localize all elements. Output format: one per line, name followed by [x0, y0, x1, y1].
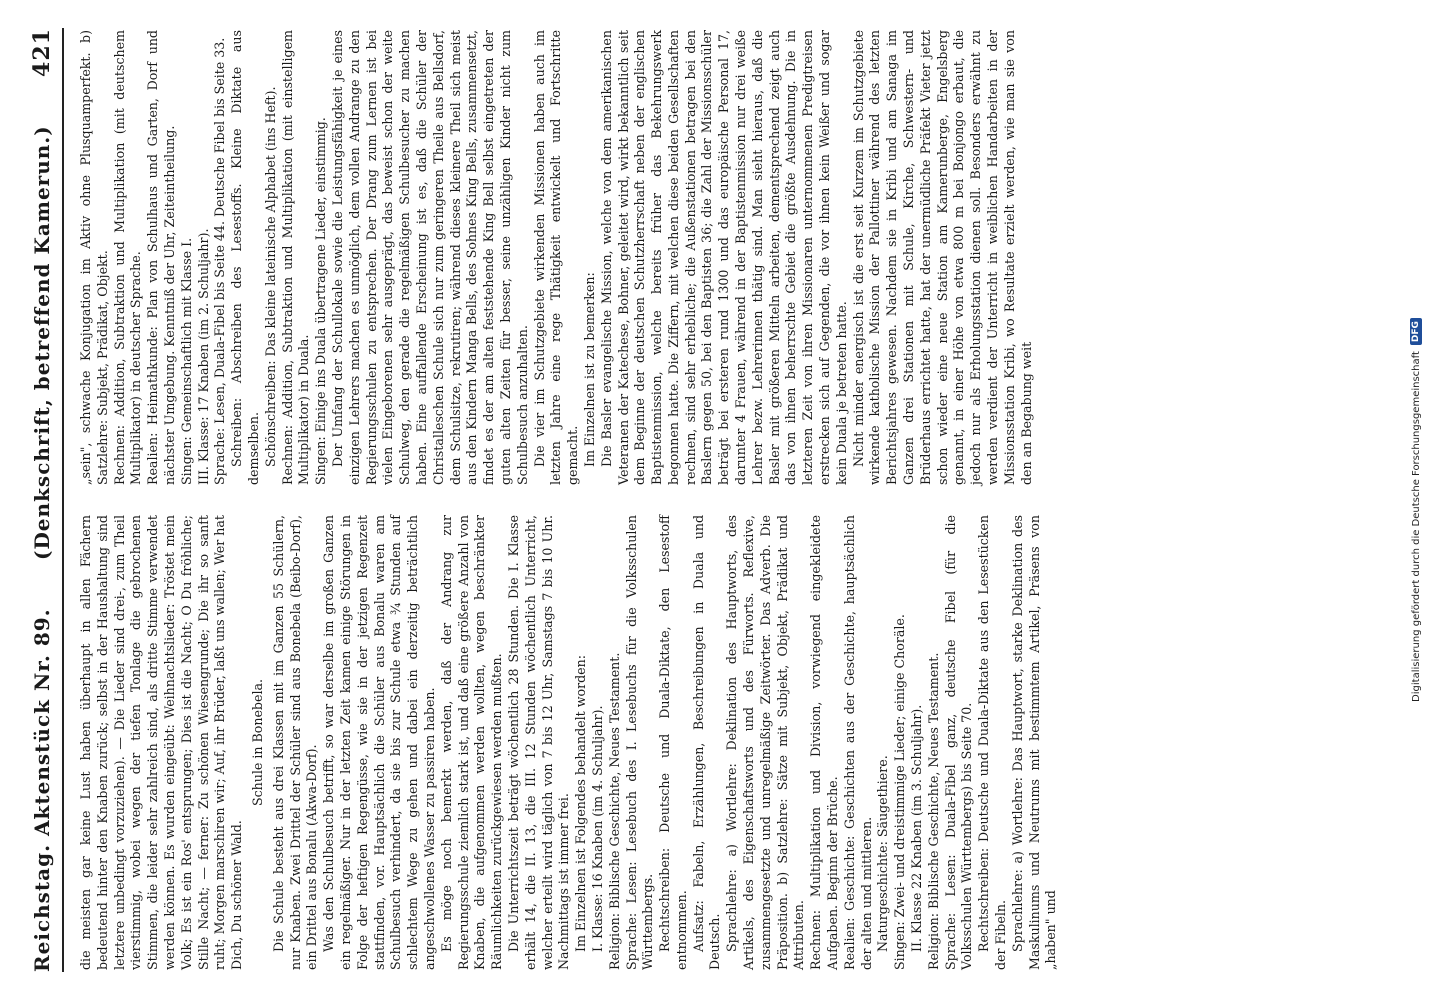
section-heading: Schule in Bonebela.	[249, 679, 265, 806]
paragraph: Die Basler evangelische Mission, welche von dem amerikanischen Veteranen der Katechese, Bohner, geleitet wird, wirkt bekanntlich seit dem Beginne der deutschen Schutzherrschaft neben der englischen Baptistenmission, welche bereits früher das Bekehrungswerk begonnen hatte. Die Ziffern, mit welchen diese beiden Gesellschaften rechnen, sind sehr erhebliche; die Außenstationen betragen bei den Baslern gegen 50, bei den Baptisten 36; die Zahl der Missionsschüler beträgt bei ersteren rund 1300 und das europäische Personal 17, darunter 4 Frauen, während in der Baptistenmission nur drei weiße Lehrer bezw. Lehrerinnen thätig sind. Man sieht hieraus, daß die Basler mit größeren Mitteln arbeiten, dementsprechend zeigt auch das von ihnen beherrschte Gebiet die größte Ausdehnung. Die in letzteren Zeit von ihren Missionaren unternommenen Predigtreisen erstrecken sich auf Gegenden, die vor ihnen kein Weißer und sogar kein Duala je betreten hatte.	[598, 30, 849, 485]
paragraph: Im Einzelnen ist Folgendes behandelt worden:	[573, 655, 589, 952]
paragraph: Im Einzelnen ist zu bemerken:	[581, 272, 597, 467]
paragraph: Die Schule besteht aus drei Klassen mit im Ganzen 55 Schülern, nur Knaben. Zwei Drittel der Schüler sind aus Bonebela (Beibo-Dorf), ein Drittel aus Bonalu (Akwa-Dorf).	[270, 515, 320, 970]
paragraph: Singen: Gemeinschaftlich mit Klasse I.	[178, 237, 194, 485]
paragraph: Sprachlehre: a) Wortlehre: Deklination des Hauptworts, des Artikels, des Eigenschaftsworts und des Fürworts. Reflexive, zusammengesetzte und unregelmäßige Zeitwörter. Das Adverb. Die Präposition. b) Satzlehre: Sätze mit Subjekt, Objekt, Prädikat und Attributen.	[724, 515, 807, 970]
paragraph: Rechnen: Multiplikation und Division, vorwiegend eingekleidete Aufgaben. Beginn der Brüche.	[808, 515, 841, 970]
right-column	[78, 30, 1035, 485]
paragraph: Religion: Biblische Geschichte, Neues Testament.	[606, 652, 622, 970]
paragraph: Nicht minder energisch ist die erst seit Kurzem im Schutzgebiete wirkende katholische Mission der Pallottiner während des letzten Berichtsjahres gewesen. Nachdem sie in Kribi und am Sanaga im Ganzen drei Stationen mit Schule, Kirche, Schwestern- und Brüderhaus errichtet hatte, hat der unermüdliche Präfekt Vieter jetzt schon wieder eine neue Station am Kamerunberge, Engelsberg genannt, in einer Höhe von etwa 800 m bei Bonjongo erbaut, die jedoch nur als Erholungsstation dienen soll. Besonders erwähnt zu werden verdient der Unterricht in weiblichen Handarbeiten in der Missionsstation Kribi, wo Resultate erzielt werden, wie man sie von den an Begabung weit	[850, 30, 1034, 485]
paragraph: Realien: Heimathkunde: Plan von Schulhaus und Garten, Dorf und nächster Umgebung. Kenntniß der Uhr, Zeiteintheilung.	[145, 30, 177, 485]
paragraph: Realien: Geschichte: Geschichten aus der Geschichte, hauptsächlich der alten und mittleren.	[841, 515, 874, 970]
class-heading: III. Klasse: 17 Knaben (im 2. Schuljahr).	[195, 228, 211, 485]
class-heading: II. Klasse 22 Knaben (im 3. Schuljahr).	[909, 704, 925, 952]
paragraph: Sprache: Lesen: Duala-Fibel ganz, deutsche Fibel (für die Volksschulen Württembergs) bis Seite 70.	[942, 515, 975, 970]
paragraph: Naturgeschichte: Säugethiere.	[875, 755, 891, 952]
paragraph: Schreiben: Abschreiben des Lesestoffs. Kleine Diktate aus demselben.	[229, 30, 261, 485]
side-attribution	[1404, 40, 1428, 980]
paragraph: Sprache: Lesen, Duala-Fibel bis Seite 44. Deutsche Fibel bis Seite 33.	[212, 37, 228, 485]
paragraph: Rechnen: Addition, Subtraktion und Multiplikation (mit einstelligem Multiplikator) in Duala.	[279, 30, 312, 485]
class-heading: I. Klasse: 16 Knaben (im 4. Schuljahr).	[589, 705, 605, 952]
dfg-logo: DFG	[1410, 318, 1422, 345]
paragraph: Die Unterrichtszeit beträgt wöchentlich 28 Stunden. Die I. Klasse erhält 14, die II. 13, die III. 12 Stunden wöchentlich Unterricht, welcher erteilt wird täglich von 7 bis 12 Uhr, Samstags 7 bis 10 Uhr. Nachmittags ist immer frei.	[505, 515, 572, 970]
left-column	[78, 515, 1060, 970]
page-header	[22, 28, 64, 972]
header-title: (Denkschrift, betreffend Kamerun.)	[30, 125, 54, 560]
paragraph: Rechtschreiben: Deutsche und Duala-Diktate, den Lesestoff entnommen.	[657, 515, 689, 970]
paragraph: Sprachlehre: a) Wortlehre: Das Hauptwort, starke Deklination des Maskulinums und Neutrums mit bestimmtem Artikel, Präsens von „haben" und	[1009, 515, 1059, 970]
header-left: Reichstag. Aktenstück Nr. 89.	[30, 608, 54, 972]
paragraph: Singen: Einige ins Duala übertragene Lieder, einstimmig.	[313, 117, 329, 485]
paragraph: Aufsatz: Fabeln, Erzählungen, Beschreibungen in Duala und Deutsch.	[690, 515, 723, 970]
paragraph: Rechtschreiben: Deutsche und Duala-Diktate aus den Lesestücken der Fibeln.	[976, 515, 1009, 970]
paragraph: Rechnen: Addition, Subtraktion und Multiplikation (mit deutschem Multiplikator) in deutscher Sprache.	[111, 30, 144, 485]
paragraph: Singen: Zwei- und dreistimmige Lieder; einige Choräle.	[892, 614, 908, 970]
paragraph: Die vier im Schutzgebiete wirkenden Missionen haben auch im letzten Jahre eine rege Thätigkeit entwickelt und Fortschritte gemacht.	[531, 30, 581, 485]
paragraph: Der Umfang der Schullokale sowie die Leistungsfähigkeit je eines einzigen Lehrers machen es unmöglich, dem vollen Andrange zu den Regierungsschulen zu entsprechen. Der Drang zum Lernen ist bei vielen Eingeborenen sehr ausgeprägt, das beweist schon der weite Schulweg, den gerade die regelmäßigen Schulbesucher zu machen haben. Eine auffallende Erscheinung ist es, daß die Schüler der Christalleschen Schule sich nur zum geringeren Theile aus Bellsdorf, dem Schulsitze, rekrutiren; während dieses kleinere Theil sich meist aus den Kindern Manga Bells, des Sohnes King Bells, zusammensetzt, findet es der am alten feststehende King Bell selbst eingetreten der guten alten Zeiten für besser, seine unzähligen Kinder nicht zum Schulbesuch anzuhalten.	[329, 30, 530, 485]
paragraph: „sein", schwache Konjugation im Aktiv ohne Plusquamperfekt. b) Satzlehre: Subjekt, Prädikat, Objekt.	[78, 30, 110, 485]
page-number: 421	[29, 28, 55, 77]
paragraph: Schönschreiben: Das kleine lateinische Alphabet (ins Heft).	[262, 86, 278, 467]
paragraph: Es möge noch bemerkt werden, daß der Andrang zur Regierungsschule ziemlich stark ist, und daß eine größere Anzahl von Knaben, die aufgenommen werden wollten, wegen beschränkter Räumlichkeiten zurückgewiesen werden mußten.	[438, 515, 505, 970]
paragraph: die meisten gar keine Lust haben überhaupt in allen Fächern bedeutend hinter den Knaben zurück; selbst in der Haushaltung sind letztere unbedingt vorzuziehen). — Die Lieder sind drei-, zum Theil vierstimmig, wobei wegen der tiefen Tonlage die gebrochenen Stimmen, die leider sehr zahlreich sind, als dritte Stimme verwendet werden können. Es wurden eingeübt: Weihnachtslieder: Tröstet mein Volk; Es ist ein Ros' entsprungen; Dies ist die Nacht; O Du fröhliche; Stille Nacht; — ferner: Zu schönen Wiesengrunde; Die ihr so sanft ruht; Morgen marschiren wir; Auf, ihr Brüder, laßt uns wallen; Wer hat Dich, Du schöner Wald.	[78, 515, 245, 970]
paragraph: Was den Schulbesuch betrifft, so war derselbe im großen Ganzen ein regelmäßiger. Nur in der letzten Zeit kamen einige Störungen in Folge der heftigen Regengüsse, wie sie in der jetzigen Regenzeit stattfinden, vor. Hauptsächlich die Schüler aus Bonalu waren am Schulbesuch verhindert, da sie bis zur Schule etwa ¾ Stunden auf schlechtem Wege zu gehen und dabei ein derzeitig beträchtlich angeschwollenes Wasser zu passiren haben.	[321, 515, 437, 970]
attribution-text: Digitalisierung gefördert durch die Deutsche Forschungsgemeinschaft	[1410, 351, 1422, 702]
paragraph: Religion: Biblische Geschichte, Neues Testament.	[925, 652, 941, 970]
paragraph: Sprache: Lesen: Lesebuch des I. Lesebuchs für die Volksschulen Württembergs.	[623, 515, 656, 970]
